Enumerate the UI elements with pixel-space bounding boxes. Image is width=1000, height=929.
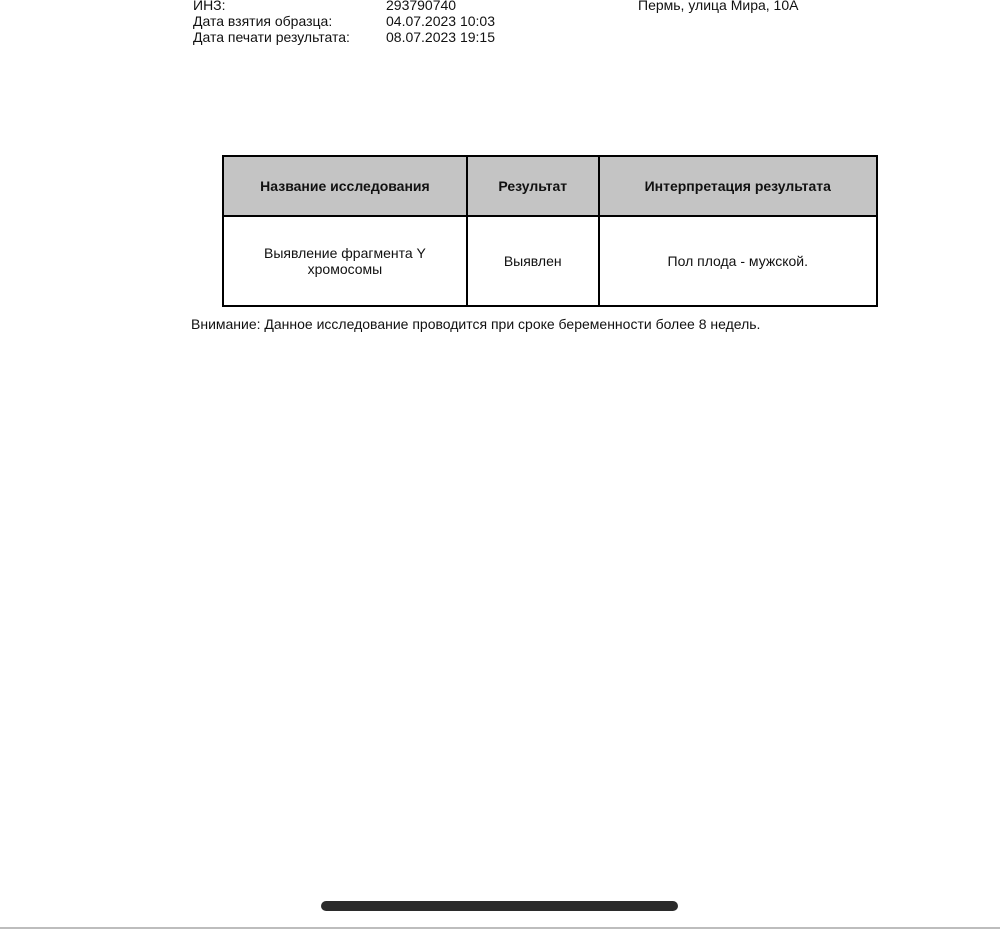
column-header-test-name: Название исследования	[223, 156, 467, 216]
inz-value: 293790740	[386, 0, 457, 13]
print-date-label: Дата печати результата:	[193, 29, 350, 45]
sample-date-value: 04.07.2023 10:03	[386, 13, 495, 29]
inz-label: ИНЗ:	[193, 0, 226, 13]
home-indicator[interactable]	[321, 901, 678, 911]
sample-date-label: Дата взятия образца:	[193, 13, 333, 29]
cell-result: Выявлен	[467, 216, 599, 306]
column-header-interpretation: Интерпретация результата	[599, 156, 877, 216]
column-header-result: Результат	[467, 156, 599, 216]
cell-interpretation: Пол плода - мужской.	[599, 216, 877, 306]
cell-test-name	[223, 216, 467, 306]
table-header-row	[223, 156, 877, 216]
table-row	[223, 216, 877, 306]
print-date-value: 08.07.2023 19:15	[386, 29, 495, 45]
result-table	[222, 155, 878, 307]
warning-note: Внимание: Данное исследование проводится при сроке беременности более 8 недель.	[191, 316, 761, 332]
cell-test-name-text: Выявление фрагмента Y хромосомы	[264, 245, 426, 277]
lab-address: Пермь, улица Мира, 10А	[638, 0, 799, 13]
